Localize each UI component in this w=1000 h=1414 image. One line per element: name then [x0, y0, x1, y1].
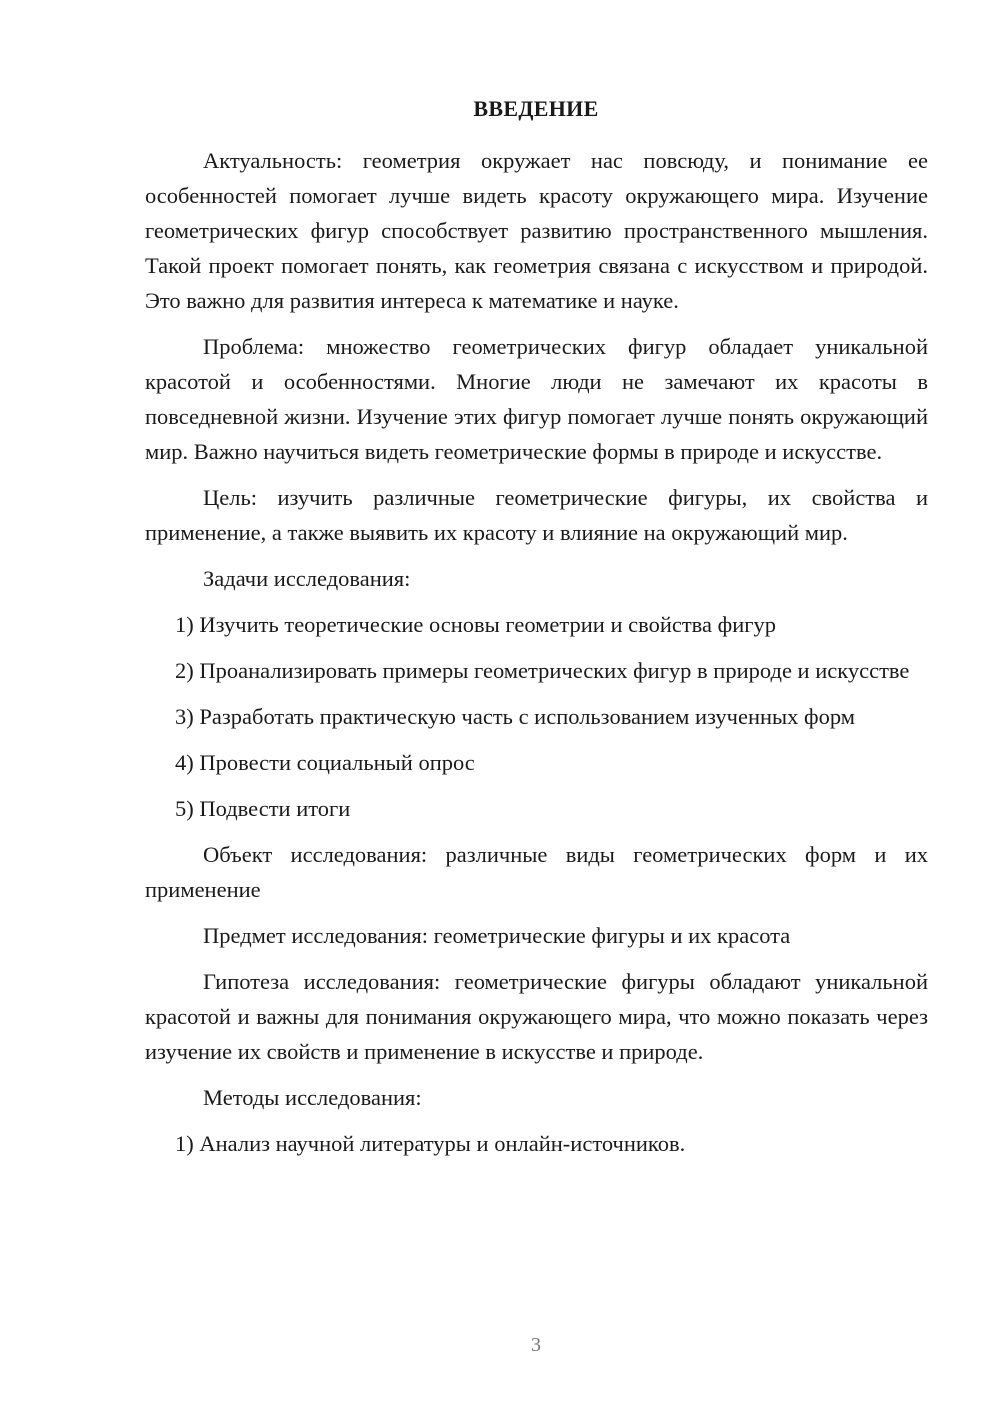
paragraph-methods-heading: Методы исследования: [203, 1085, 422, 1110]
paragraph-hypothesis: Гипотеза исследования: геометрические фигуры обладают уникальной красотой и важны для понимания окружающего мира, что можно показать через изучение их свойств и применение в искусстве и природе. [145, 969, 928, 1064]
paragraph-subject: Предмет исследования: геометрические фигуры и их красота [203, 923, 791, 948]
task-item-5: 5) Подвести итоги [175, 796, 351, 821]
page-number: 3 [531, 1334, 541, 1356]
task-item-2: 2) Проанализировать примеры геометрических фигур в природе и искусстве [175, 658, 910, 683]
paragraph-goal: Цель: изучить различные геометрические фигуры, их свойства и применение, а также выявить их красоту и влияние на окружающий мир. [145, 485, 928, 545]
paragraph-problem: Проблема: множество геометрических фигур обладает уникальной красотой и особенностями. Многие люди не замечают их красоты в повседневной жизни. Изучение этих фигур помогает лучше понять окружающий мир. Важно научиться видеть геометрические формы в природе и искусстве. [145, 334, 928, 464]
method-item-1: 1) Анализ научной литературы и онлайн-источников. [175, 1131, 686, 1156]
task-item-3: 3) Разработать практическую часть с использованием изученных форм [175, 704, 855, 729]
paragraph-tasks-heading: Задачи исследования: [203, 566, 411, 591]
document-title: ВВЕДЕНИЕ [473, 96, 599, 121]
paragraph-relevance: Актуальность: геометрия окружает нас повсюду, и понимание ее особенностей помогает лучше видеть красоту окружающего мира. Изучение геометрических фигур способствует развитию пространственного мышления. Такой проект помогает понять, как геометрия связана с искусством и природой. Это важно для развития интереса к математике и науке. [145, 148, 928, 313]
task-item-1: 1) Изучить теоретические основы геометрии и свойства фигур [175, 612, 776, 637]
document-body [145, 143, 928, 1172]
paragraph-object: Объект исследования: различные виды геометрических форм и их применение [145, 842, 928, 902]
task-item-4: 4) Провести социальный опрос [175, 750, 475, 775]
